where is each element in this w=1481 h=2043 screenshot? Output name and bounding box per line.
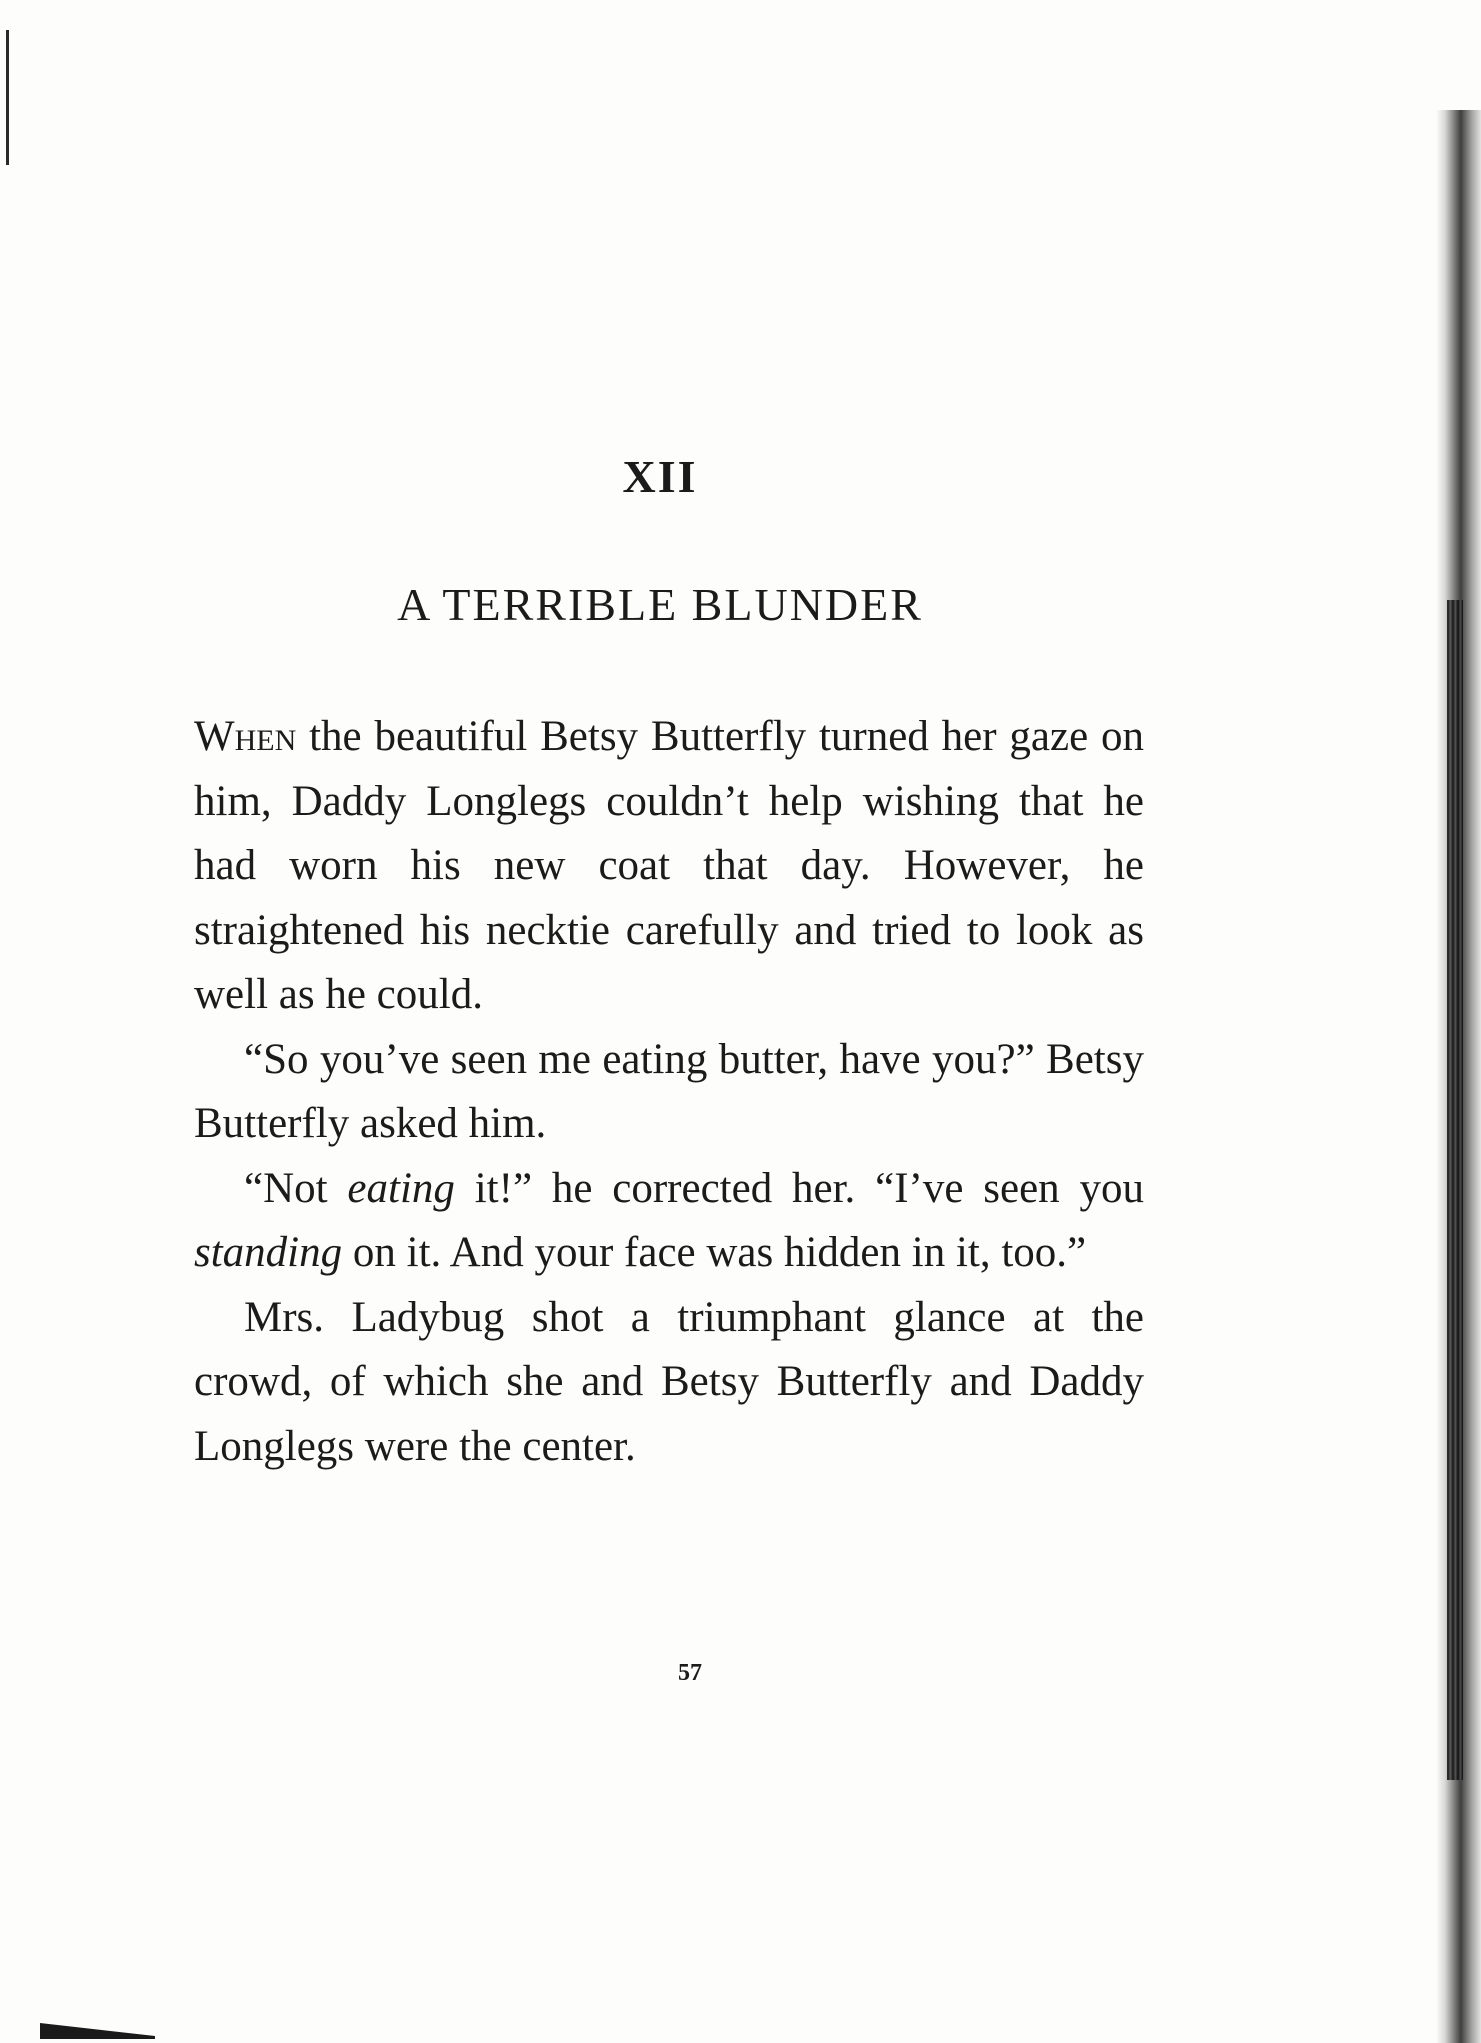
emphasis-eating: eating	[347, 1164, 455, 1212]
paragraph-text: “Not	[244, 1164, 348, 1212]
paragraph-2: “So you’ve seen me eating butter, have you?” Betsy Butterfly asked him.	[194, 1035, 1144, 1147]
paragraph-text: on it. And your face was hidden in it, too.”	[342, 1229, 1087, 1276]
chapter-number: XII	[622, 451, 698, 502]
emphasis-standing: standing	[194, 1229, 343, 1276]
scan-edge-mark	[6, 30, 9, 165]
chapter-body	[194, 705, 1144, 1479]
paragraph-4: Mrs. Ladybug shot a triumphant glance at the crowd, of which she and Betsy Butterfly and Daddy Longlegs were the center.	[194, 1293, 1144, 1470]
paragraph-1	[194, 705, 1144, 1028]
page-spine-edge	[1447, 600, 1463, 1780]
paragraph-lead-word: When	[194, 713, 297, 760]
scan-corner-mark	[40, 2019, 155, 2039]
page-number: 57	[678, 1660, 702, 1686]
paragraph-text: the beautiful Betsy Butterfly turned her gaze on him, Daddy Longlegs couldn’t help wishing that he had worn his new coat that day. However, he straightened his necktie carefully and tried to look as well as he could.	[194, 713, 1144, 1018]
chapter-title: A TERRIBLE BLUNDER	[397, 579, 923, 630]
paragraph-3	[194, 1157, 1144, 1286]
paragraph-text: it!” he corrected her. “I’ve seen you	[454, 1164, 1144, 1212]
